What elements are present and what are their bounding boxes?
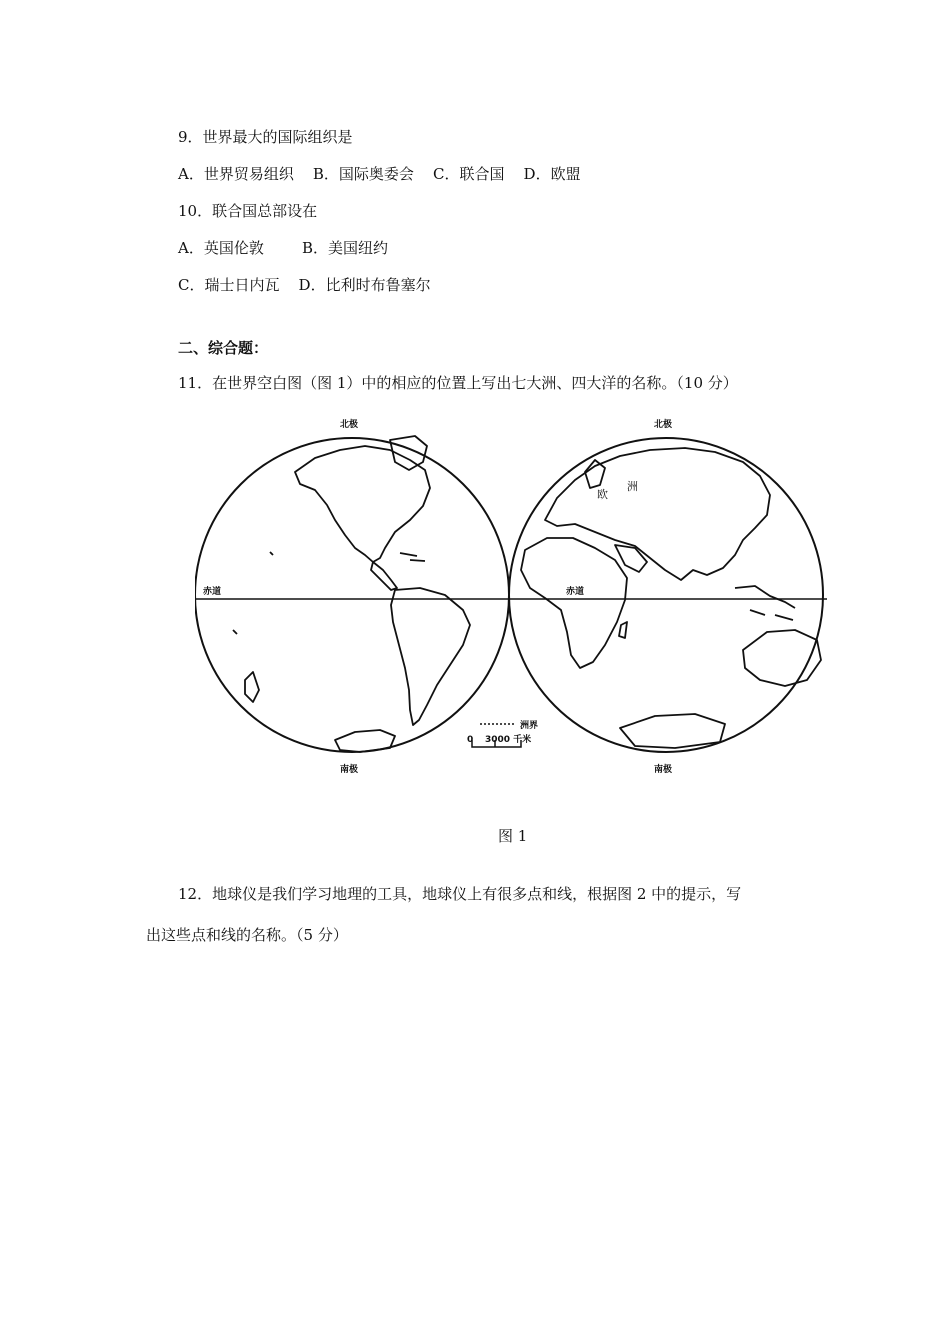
eastern-hemisphere-circle xyxy=(509,438,823,752)
africa-outline xyxy=(521,538,627,668)
south-pole-label-east: 南极 xyxy=(654,765,673,775)
north-pole-label-east: 北极 xyxy=(654,420,673,430)
q10-stem: 10．联合国总部设在 xyxy=(178,202,318,220)
q10-options-row2: C．瑞士日内瓦 D．比利时布鲁塞尔 xyxy=(178,276,431,294)
antarctica-east-outline xyxy=(620,714,725,748)
central-america-outline xyxy=(371,562,397,590)
section-2-title: 二、综合题： xyxy=(178,339,269,357)
caribbean-islands xyxy=(400,553,425,561)
pacific-islands xyxy=(233,552,273,702)
europe-label-1: 欧 xyxy=(597,488,608,501)
north-pole-label-west: 北极 xyxy=(340,420,359,430)
q12-line-2: 出这些点和线的名称。（5 分） xyxy=(146,926,348,944)
equator-label-east: 赤道 xyxy=(566,587,585,597)
q9-stem: 9．世界最大的国际组织是 xyxy=(178,128,353,146)
eastern-continents xyxy=(521,448,821,748)
western-hemisphere-circle xyxy=(195,438,509,752)
q11-text: 11．在世界空白图（图 1）中的相应的位置上写出七大洲、四大洋的名称。（10 分） xyxy=(178,374,738,392)
south-pole-label-west: 南极 xyxy=(340,765,359,775)
antarctica-west-outline xyxy=(335,730,395,752)
south-america-outline xyxy=(391,588,470,725)
scandinavia-outline xyxy=(585,460,605,488)
equator-label-west: 赤道 xyxy=(203,587,222,597)
world-blank-map xyxy=(195,410,835,780)
q10-options-row1: A．英国伦敦 B．美国纽约 xyxy=(178,239,389,257)
scale-zero-label: 0 xyxy=(467,735,474,745)
europe-label-2: 洲 xyxy=(627,480,638,493)
southeast-asia-islands xyxy=(735,586,795,620)
boundary-legend-label: 洲界 xyxy=(520,721,539,731)
eurasia-outline xyxy=(545,448,770,580)
q9-options: A．世界贸易组织 B．国际奥委会 C．联合国 D．欧盟 xyxy=(178,165,581,183)
madagascar-outline xyxy=(619,622,627,638)
scale-value-label: 3000 千米 xyxy=(485,735,532,745)
north-america-outline xyxy=(295,446,430,562)
western-continents xyxy=(233,436,470,752)
figure-caption: 图 1 xyxy=(498,827,528,845)
q12-line-1: 12．地球仪是我们学习地理的工具，地球仪上有很多点和线，根据图 2 中的提示，写 xyxy=(178,885,742,903)
